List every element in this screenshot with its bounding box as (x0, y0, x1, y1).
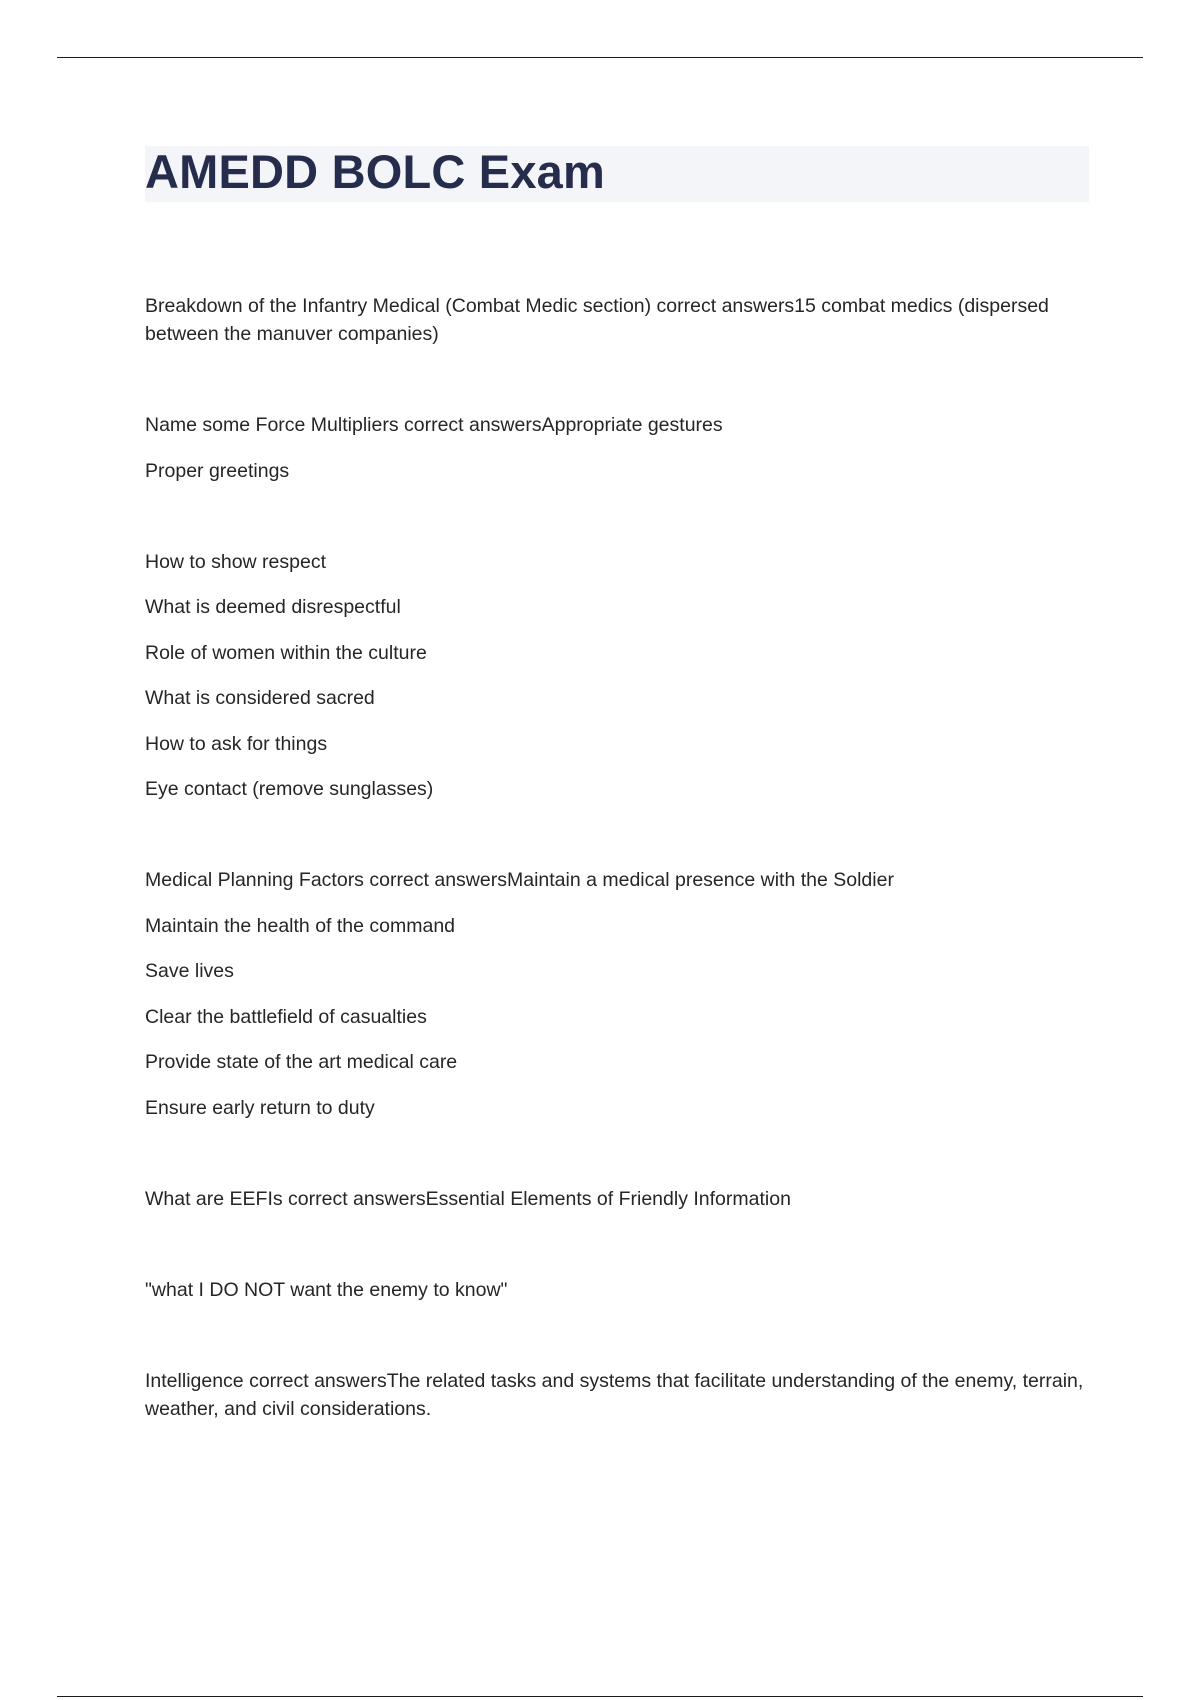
list-item: Maintain the health of the command (145, 915, 456, 937)
qa-item-combat-medic: Breakdown of the Infantry Medical (Combat Medic section) correct answers15 combat medics (dispersed between the manuver companies) (145, 295, 1049, 345)
list-item: Clear the battlefield of casualties (145, 1006, 427, 1028)
footer-rule (57, 1696, 1143, 1697)
qa-item-medical-planning: Medical Planning Factors correct answersMaintain a medical presence with the Soldier (145, 869, 894, 891)
qa-item-intelligence: Intelligence correct answersThe related tasks and systems that facilitate understanding of the enemy, terrain, weather, and civil considerations. (145, 1370, 1084, 1420)
list-item: "what I DO NOT want the enemy to know" (145, 1279, 508, 1301)
qa-item-force-multipliers: Name some Force Multipliers correct answersAppropriate gestures (145, 414, 723, 436)
list-item: Ensure early return to duty (145, 1097, 375, 1119)
list-item: Provide state of the art medical care (145, 1051, 458, 1073)
list-item: How to show respect (145, 551, 326, 573)
list-item: What is considered sacred (145, 687, 375, 709)
list-item: Role of women within the culture (145, 642, 427, 664)
document-title: AMEDD BOLC Exam (145, 145, 606, 198)
list-item: What is deemed disrespectful (145, 596, 401, 618)
list-item: Proper greetings (145, 460, 290, 482)
list-item: Save lives (145, 960, 234, 982)
list-item: Eye contact (remove sunglasses) (145, 778, 434, 800)
header-rule (57, 57, 1143, 58)
qa-item-eefis: What are EEFIs correct answersEssential Elements of Friendly Information (145, 1188, 791, 1210)
list-item: How to ask for things (145, 733, 328, 755)
